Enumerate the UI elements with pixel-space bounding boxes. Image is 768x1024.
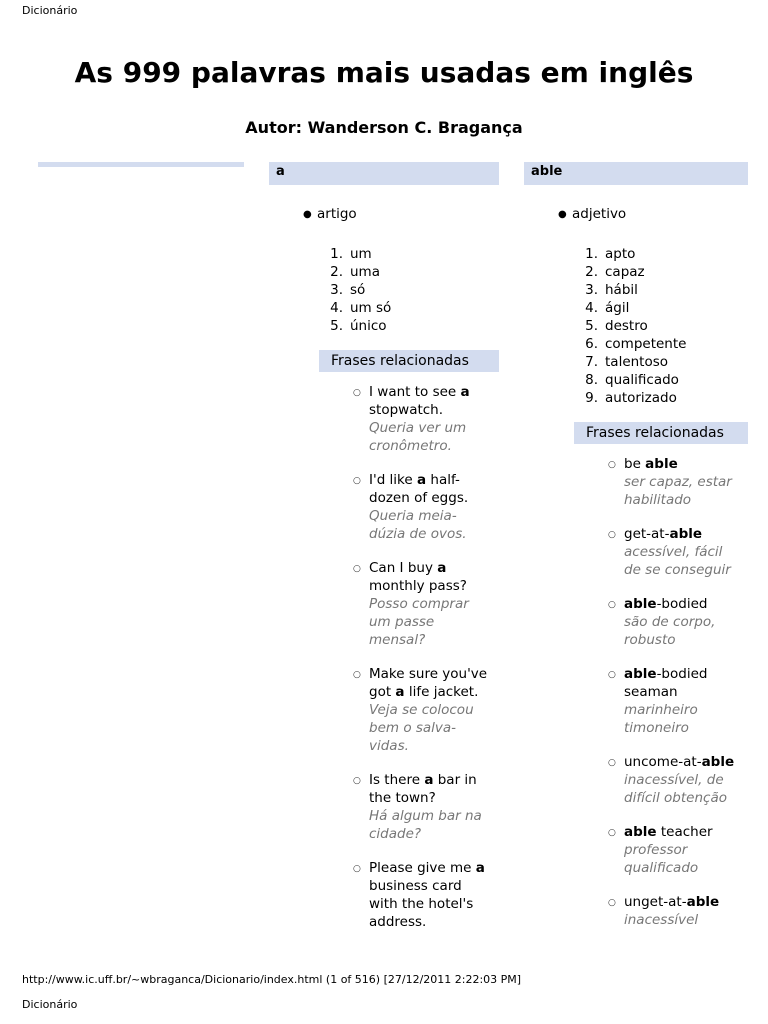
part-of-speech-a: [269, 206, 499, 222]
circle-bullet-icon: ○: [353, 388, 361, 398]
phrase-item: [608, 595, 738, 649]
phrases-list-able: [608, 455, 738, 929]
phrase-english: I want to see a stopwatch.: [369, 384, 470, 418]
phrase-item: [353, 471, 489, 543]
phrase-item: [353, 559, 489, 649]
circle-bullet-icon: ○: [353, 670, 361, 680]
phrase-english: be able: [624, 456, 678, 472]
phrase-english: Please give me a business card with the hotel's address.: [369, 860, 485, 930]
related-phrases-header-able: Frases relacionadas: [574, 422, 748, 444]
meaning-item: 2. uma: [330, 264, 380, 280]
phrase-english: Can I buy a monthly pass?: [369, 560, 467, 594]
phrase-english: Is there a bar in the town?: [369, 772, 477, 806]
phrase-item: [353, 383, 489, 455]
circle-bullet-icon: ○: [608, 758, 616, 768]
meaning-item: 1. um: [330, 246, 372, 262]
circle-bullet-icon: ○: [608, 460, 616, 470]
phrase-translation: Veja se colocou bem o salva-vidas.: [369, 702, 474, 754]
meaning-item: 3. só: [330, 282, 366, 298]
meaning-item: 4. ágil: [585, 300, 630, 316]
meaning-item: 3. hábil: [585, 282, 638, 298]
left-divider-bar: [38, 162, 244, 167]
page-title: As 999 palavras mais usadas em inglês: [74, 56, 694, 89]
phrase-item: [608, 823, 738, 877]
phrase-english: uncome-at-able: [624, 754, 735, 770]
meaning-item: 1. apto: [585, 246, 636, 262]
phrase-translation: Queria meia-dúzia de ovos.: [369, 508, 467, 542]
related-phrases-header-a: Frases relacionadas: [319, 350, 499, 372]
phrase-english: able-bodied seaman: [624, 666, 708, 700]
circle-bullet-icon: ○: [608, 600, 616, 610]
meaning-item: 5. destro: [585, 318, 648, 334]
meaning-item: 6. competente: [585, 336, 687, 352]
phrases-list-a: [353, 383, 489, 931]
phrase-item: [353, 859, 489, 931]
circle-bullet-icon: ○: [353, 776, 361, 786]
phrase-translation: são de corpo, robusto: [624, 614, 716, 648]
page-header-label: Dicionário: [22, 4, 78, 17]
phrase-english: able-bodied: [624, 596, 708, 612]
meaning-item: 5. único: [330, 318, 387, 334]
meaning-item: 9. autorizado: [585, 390, 677, 406]
phrase-translation: professor qualificado: [624, 842, 699, 876]
circle-bullet-icon: ○: [608, 530, 616, 540]
phrase-translation: Queria ver um cronômetro.: [369, 420, 467, 454]
circle-bullet-icon: ○: [353, 864, 361, 874]
bullet-icon: ●: [303, 208, 312, 220]
pos-label: artigo: [317, 206, 357, 222]
phrase-translation: Posso comprar um passe mensal?: [369, 596, 469, 648]
phrase-english: Make sure you've got a life jacket.: [369, 666, 488, 700]
footer-url: http://www.ic.uff.br/~wbraganca/Dicionario/index.html (1 of 516) [27/12/2011 2:22:03 PM]: [22, 973, 522, 986]
phrase-item: [608, 455, 738, 509]
entry-column-a: [269, 162, 499, 947]
phrase-item: [608, 665, 738, 737]
meaning-item: 7. talentoso: [585, 354, 669, 370]
phrase-item: [608, 893, 738, 929]
phrase-english: I'd like a half-dozen of eggs.: [369, 472, 469, 506]
circle-bullet-icon: ○: [608, 670, 616, 680]
phrase-english: unget-at-able: [624, 894, 720, 910]
phrase-item: [353, 665, 489, 755]
circle-bullet-icon: ○: [608, 828, 616, 838]
phrase-translation: acessível, fácil de se conseguir: [624, 544, 731, 578]
bullet-icon: ●: [558, 208, 567, 220]
phrase-english: get-at-able: [624, 526, 703, 542]
pos-label: adjetivo: [572, 206, 627, 222]
phrase-item: [608, 753, 738, 807]
entry-column-able: [524, 162, 748, 945]
phrase-english: able teacher: [624, 824, 713, 840]
meanings-list-able: [524, 245, 748, 407]
meanings-list-a: [269, 245, 499, 335]
entry-header-able: able: [524, 162, 748, 185]
entry-header-a: a: [269, 162, 499, 185]
circle-bullet-icon: ○: [353, 476, 361, 486]
circle-bullet-icon: ○: [608, 898, 616, 908]
author-line: Autor: Wanderson C. Bragança: [245, 118, 523, 137]
meaning-item: 2. capaz: [585, 264, 645, 280]
part-of-speech-able: [524, 206, 748, 222]
circle-bullet-icon: ○: [353, 564, 361, 574]
phrase-translation: Há algum bar na cidade?: [369, 808, 482, 842]
phrase-translation: ser capaz, estar habilitado: [624, 474, 732, 508]
phrase-translation: inacessível, de difícil obtenção: [624, 772, 727, 806]
footer-label: Dicionário: [22, 998, 78, 1011]
phrase-translation: marinheiro timoneiro: [624, 702, 698, 736]
phrase-item: [608, 525, 738, 579]
meaning-item: 4. um só: [330, 300, 392, 316]
phrase-item: [353, 771, 489, 843]
meaning-item: 8. qualificado: [585, 372, 679, 388]
phrase-translation: inacessível: [624, 912, 699, 928]
